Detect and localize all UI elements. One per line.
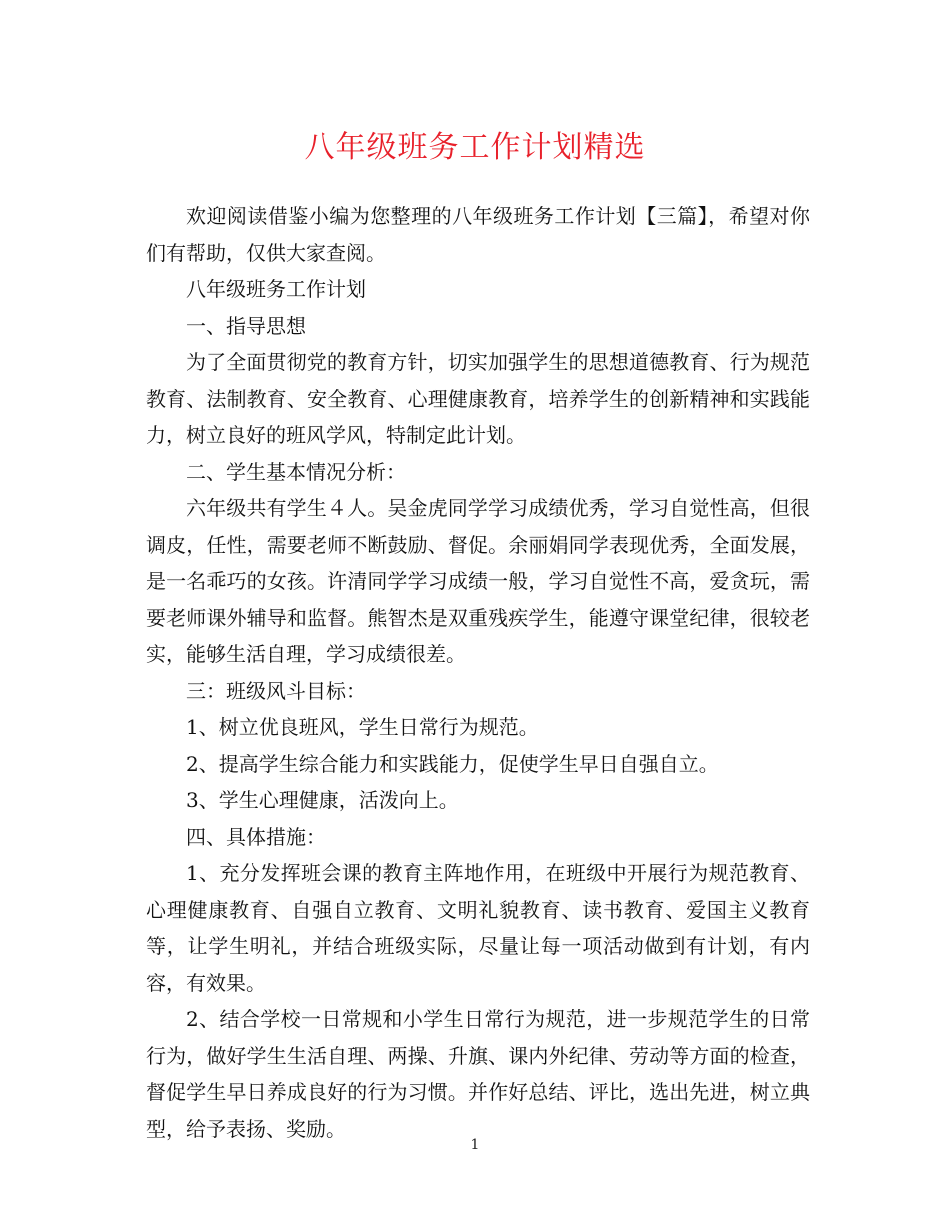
document-body [146,198,810,1147]
measure-item-2: 2、结合学校一日常规和小学生日常行为规范，进一步规范学生的日常行为，做好学生生活自理、两操、升旗、课内外纪律、劳动等方面的检查，督促学生早日养成良好的行为习惯。并作好总结、评比，选出先进，树立典型，给予表扬、奖励。 [146,1007,810,1141]
guiding-thought-paragraph: 为了全面贯彻党的教育方针，切实加强学生的思想道德教育、行为规范教育、法制教育、安全教育、心理健康教育，培养学生的创新精神和实践能力，树立良好的班风学风，特制定此计划。 [146,350,810,447]
page-number: 1 [470,1137,480,1153]
goal-item-2: 2、提高学生综合能力和实践能力，促使学生早日自强自立。 [186,751,719,776]
section-heading-goals: 三：班级风斗目标： [186,678,366,703]
measure-item-1: 1、充分发挥班会课的教育主阵地作用，在班级中开展行为规范教育、心理健康教育、自强自立教育、文明礼貌教育、读书教育、爱国主义教育等，让学生明礼，并结合班级实际，尽量让每一项活动做到有计划，有内容，有效果。 [146,861,810,995]
intro-paragraph: 欢迎阅读借鉴小编为您整理的八年级班务工作计划【三篇】，希望对你们有帮助，仅供大家查阅。 [146,204,810,265]
section-heading-guiding-thought: 一、指导思想 [186,313,306,338]
section-heading-student-analysis: 二、学生基本情况分析： [186,459,406,484]
section-heading-measures: 四、具体措施： [186,824,326,849]
document-title: 八年级班务工作计划精选 [304,130,646,165]
section-heading-plan: 八年级班务工作计划 [186,277,366,301]
student-analysis-paragraph: 六年级共有学生４人。吴金虎同学学习成绩优秀，学习自觉性高，但很调皮，任性，需要老师不断鼓励、督促。余丽娟同学表现优秀，全面发展，是一名乖巧的女孩。许清同学学习成绩一般，学习自觉性不高，爱贪玩，需要老师课外辅导和监督。熊智杰是双重残疾学生，能遵守课堂纪律，很较老实，能够生活自理，学习成绩很差。 [146,496,810,666]
goal-item-1: 1、树立优良班风，学生日常行为规范。 [186,715,539,739]
goal-item-3: 3、学生心理健康，活泼向上。 [186,788,459,812]
